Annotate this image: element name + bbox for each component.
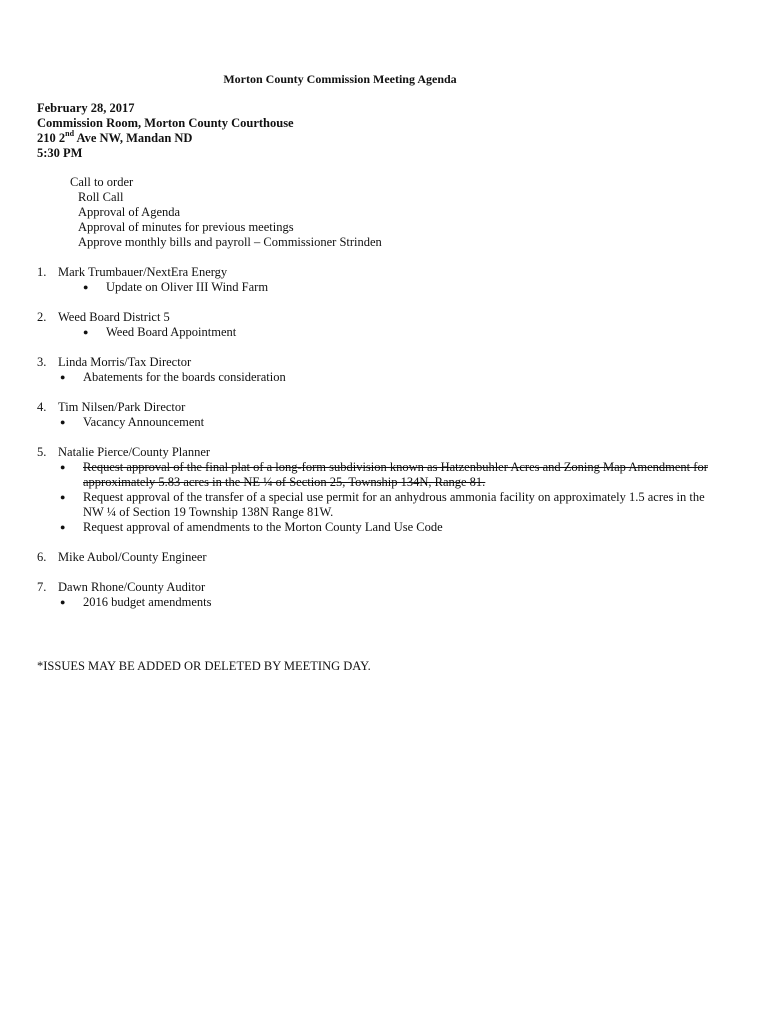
agenda-item — [37, 355, 727, 385]
opening-item: Approval of Agenda — [78, 205, 181, 219]
agenda-item — [37, 265, 727, 295]
meeting-time: 5:30 PM — [37, 146, 83, 160]
bullet-item — [37, 325, 727, 340]
bullet-item — [37, 415, 727, 430]
agenda-item-number: 7. — [37, 580, 47, 594]
meeting-location: Commission Room, Morton County Courthouse — [37, 116, 294, 130]
opening-section — [70, 175, 382, 250]
agenda-item — [37, 580, 727, 610]
agenda-item-title: Mike Aubol/County Engineer — [58, 550, 207, 564]
agenda-item-number: 2. — [37, 310, 47, 324]
agenda-item-heading — [37, 355, 727, 370]
agenda-item-heading — [37, 310, 727, 325]
agenda-item — [37, 310, 727, 340]
agenda-item-title: Weed Board District 5 — [58, 310, 170, 324]
bullet-item — [37, 460, 727, 490]
agenda-item — [37, 400, 727, 430]
meeting-date: February 28, 2017 — [37, 101, 135, 115]
bullet-dot-icon: ● — [83, 327, 89, 337]
address-street: Ave NW, Mandan ND — [74, 131, 193, 145]
bullet-dot-icon: ● — [60, 372, 66, 382]
agenda-item-number: 4. — [37, 400, 47, 414]
bullet-text: Abatements for the boards consideration — [83, 370, 286, 384]
agenda-item-heading — [37, 550, 727, 565]
bullet-text: Update on Oliver III Wind Farm — [106, 280, 269, 294]
bullet-list — [37, 460, 727, 535]
page-title: Morton County Commission Meeting Agenda — [223, 72, 457, 86]
opening-item: Approval of minutes for previous meetings — [78, 220, 294, 234]
bullet-dot-icon: ● — [60, 492, 66, 502]
agenda-item-heading — [37, 400, 727, 415]
opening-item: Approve monthly bills and payroll – Commissioner Strinden — [78, 235, 382, 249]
bullet-item — [37, 370, 727, 385]
agenda-item-heading — [37, 445, 727, 460]
bullet-item — [37, 280, 727, 295]
bullet-dot-icon: ● — [60, 522, 66, 532]
meeting-address — [37, 128, 294, 146]
agenda-item-heading — [37, 265, 727, 280]
meeting-header — [37, 101, 294, 161]
bullet-dot-icon: ● — [60, 462, 66, 472]
agenda-item — [37, 550, 727, 565]
agenda-item-title: Tim Nilsen/Park Director — [58, 400, 186, 414]
bullet-dot-icon: ● — [60, 417, 66, 427]
bullet-item — [37, 520, 727, 535]
agenda-item-title: Linda Morris/Tax Director — [58, 355, 192, 369]
bullet-list — [37, 370, 727, 385]
agenda-item-title: Natalie Pierce/County Planner — [58, 445, 211, 459]
bullet-text: Weed Board Appointment — [106, 325, 237, 339]
bullet-list — [37, 325, 727, 340]
agenda-item — [37, 445, 727, 535]
bullet-list — [37, 280, 727, 295]
agenda-item-number: 3. — [37, 355, 47, 369]
agenda-item-title: Mark Trumbauer/NextEra Energy — [58, 265, 228, 279]
bullet-text: Vacancy Announcement — [83, 415, 205, 429]
bullet-dot-icon: ● — [83, 282, 89, 292]
bullet-item — [37, 595, 727, 610]
address-number: 210 2 — [37, 131, 66, 145]
opening-item: Roll Call — [78, 190, 124, 204]
address-ordinal: nd — [65, 128, 75, 138]
agenda-item-heading — [37, 580, 727, 595]
agenda-item-number: 1. — [37, 265, 47, 279]
agenda-items — [37, 265, 727, 625]
bullet-dot-icon: ● — [60, 597, 66, 607]
bullet-item — [37, 490, 727, 520]
agenda-item-number: 6. — [37, 550, 47, 564]
call-to-order: Call to order — [70, 175, 134, 189]
bullet-list — [37, 415, 727, 430]
bullet-text: Request approval of amendments to the Morton County Land Use Code — [83, 520, 443, 534]
footer-note: *ISSUES MAY BE ADDED OR DELETED BY MEETING DAY. — [37, 659, 371, 673]
bullet-text: Request approval of the transfer of a special use permit for an anhydrous ammonia facility on approximately 1.5 acres in the NW ¼ of Section 19 Township 138N Range 81W. — [83, 490, 705, 519]
bullet-list — [37, 595, 727, 610]
struck-bullet-text: Request approval of the final plat of a long-form subdivision known as Hatzenbuhler Acres and Zoning Map Amendment for approximately 5.83 acres in the NE ¼ of Section 25, Township 134N, Range 81. — [83, 460, 708, 489]
bullet-text: 2016 budget amendments — [83, 595, 212, 609]
agenda-item-title: Dawn Rhone/County Auditor — [58, 580, 206, 594]
agenda-item-number: 5. — [37, 445, 47, 459]
